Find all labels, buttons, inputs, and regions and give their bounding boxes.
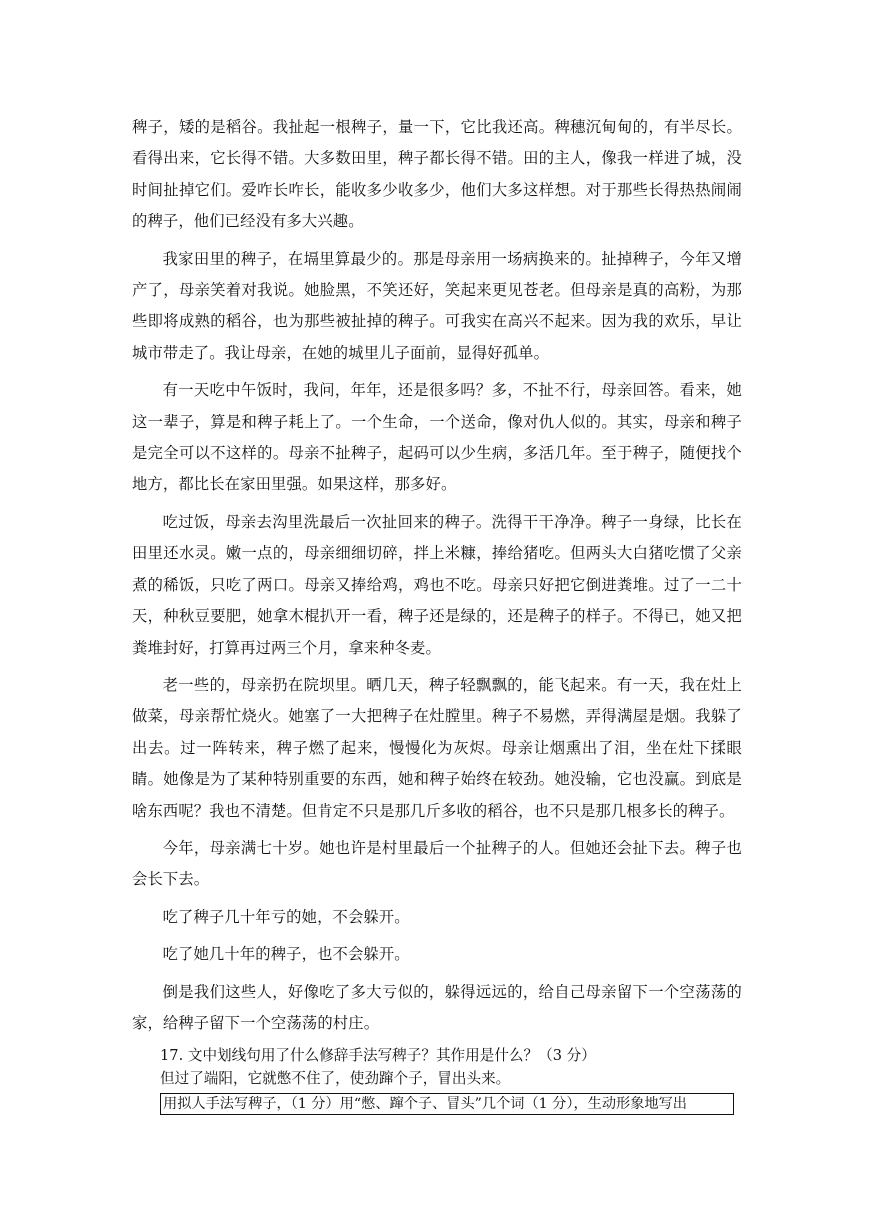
paragraph-6: 今年，母亲满七十岁。她也许是村里最后一个扯稗子的人。但她还会扯下去。稗子也会长下去。	[132, 838, 742, 889]
answer-box: 用拟人手法写稗子，（1 分）用“憋、蹿个子、冒头”几个词（1 分），生动形象地写出	[160, 1093, 734, 1115]
paragraph-2: 我家田里的稗子，在塥里算最少的。那是母亲用一场病换来的。扯掉稗子，今年又增产了，母亲笑着对我说。她脸黑，不笑还好，笑起来更见苍老。但母亲是真的高粉，为那些即将成熟的稻谷，也为那些被扯掉的稗子。可我实在高兴不起来。因为我的欢乐，早让城市带走了。我让母亲，在她的城里儿子面前，显得好孤单。	[132, 249, 742, 362]
paragraph-9: 倒是我们这些人，好像吃了多大亏似的，躲得远远的，给自己母亲留下一个空荡荡的家，给稗子留下一个空荡荡的村庄。	[132, 982, 742, 1032]
paragraph-1: 稗子，矮的是稻谷。我扯起一根稗子，量一下，它比我还高。稗穗沉甸甸的，有半尽长。看得出来，它长得不错。大多数田里，稗子都长得不错。田的主人，像我一样进了城，没时间扯掉它们。爱咋长咋长，能收多少收多少，他们大多这样想。对于那些长得热热闹闹的稗子，他们已经没有多大兴趣。	[132, 118, 742, 231]
paragraph-3: 有一天吃中午饭时，我问，年年，还是很多吗？多，不扯不行，母亲回答。看来，她这一辈子，算是和稗子耗上了。一个生命，一个送命，像对仇人似的。其实，母亲和稗子是完全可以不这样的。母亲不扯稗子，起码可以少生病，多活几年。至于稗子，随便找个地方，都比长在家田里强。如果这样，那多好。	[132, 381, 742, 494]
paragraph-5: 老一些的，母亲扔在院坝里。晒几天，稗子轻飘飘的，能飞起来。有一天，我在灶上做菜，母亲帮忙烧火。她塞了一大把稗子在灶膛里。稗子不易燃，弄得满屋是烟。我躲了出去。过一阵转来，稗子燃了起来，慢慢化为灰烬。母亲让烟熏出了泪，坐在灶下揉眼睛。她像是为了某种特别重要的东西，她和稗子始终在较劲。她没输，它也没赢。到底是啥东西呢？我也不清楚。但肯定不只是那几斤多收的稻谷，也不只是那几根多长的稗子。	[132, 675, 742, 820]
paragraph-8: 吃了她几十年的稗子，也不会躲开。	[162, 945, 410, 964]
question-quote: 但过了端阳，它就憋不住了，使劲蹿个子，冒出头来。	[160, 1070, 511, 1088]
paragraph-7: 吃了稗子几十年亏的她，不会躲开。	[162, 907, 410, 926]
paragraph-4: 吃过饭，母亲去沟里洗最后一次扯回来的稗子。洗得干干净净。稗子一身绿，比长在田里还水灵。嫩一点的，母亲细细切碎，拌上米糠，捧给猪吃。但两头大白猪吃惯了父亲煮的稀饭，只吃了两口。母亲又捧给鸡，鸡也不吃。母亲只好把它倒进粪堆。过了一二十天，种秋豆要肥，她拿木棍扒开一看，稗子还是绿的，还是稗子的样子。不得已，她又把粪堆封好，打算再过两三个月，拿来种冬麦。	[132, 512, 742, 657]
question-17: 17. 文中划线句用了什么修辞手法写稗子？其作用是什么？（3 分）	[160, 1047, 596, 1065]
document-page	[132, 112, 742, 1115]
